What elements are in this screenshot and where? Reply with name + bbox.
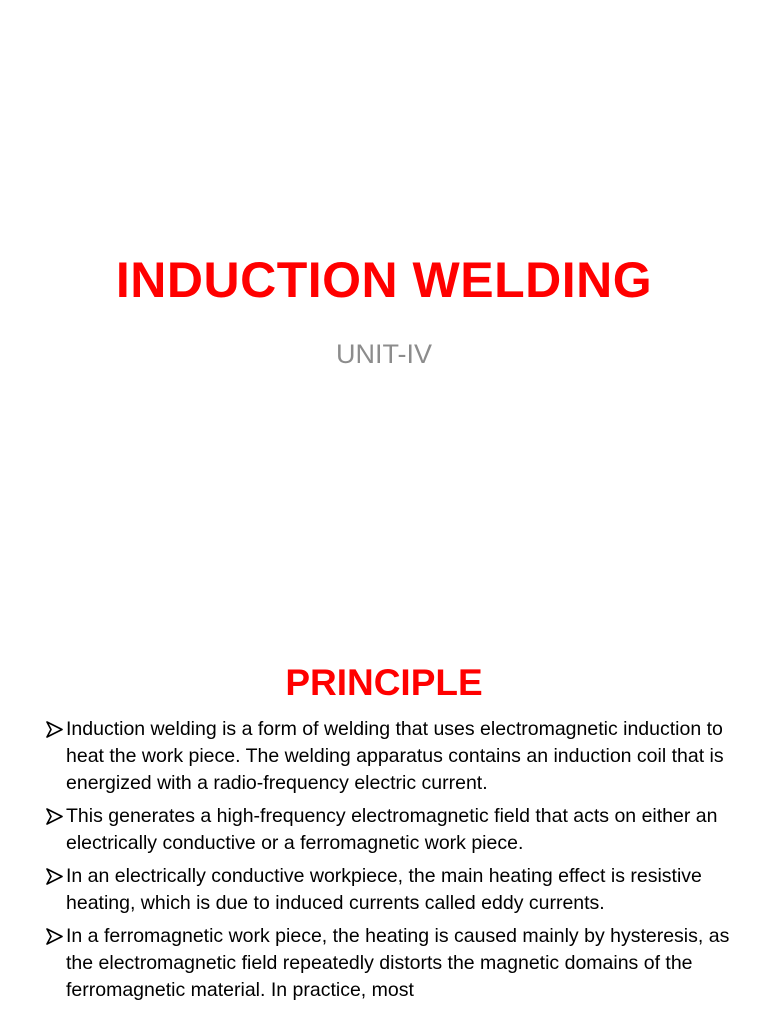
arrowhead-bullet-icon bbox=[46, 868, 63, 885]
slide-subtitle: UNIT-IV bbox=[335, 339, 432, 369]
bullet-text: In a ferromagnetic work piece, the heating is caused mainly by hysteresis, as the electromagnetic field repeatedly distorts the magnetic domains of the ferromagnetic material. In practice, most bbox=[66, 925, 730, 1001]
bullet-text: In an electrically conductive workpiece, the main heating effect is resistive heating, which is due to induced currents called eddy currents. bbox=[66, 865, 702, 914]
arrowhead-bullet-icon bbox=[46, 928, 63, 945]
principle-bullet-list bbox=[46, 716, 746, 1010]
slide-principle bbox=[0, 576, 768, 1024]
arrowhead-bullet-icon bbox=[46, 808, 63, 825]
list-item bbox=[46, 803, 746, 857]
arrowhead-bullet-icon bbox=[46, 721, 63, 738]
list-item bbox=[46, 923, 746, 1004]
list-item bbox=[46, 716, 746, 797]
bullet-text: This generates a high-frequency electromagnetic field that acts on either an electrically conductive or a ferromagnetic work piece. bbox=[66, 805, 718, 854]
slide-title-heading: INDUCTION WELDING bbox=[115, 251, 653, 308]
bullet-text: Induction welding is a form of welding that uses electromagnetic induction to heat the work piece. The welding apparatus contains an induction coil that is energized with a radio-frequency electric current. bbox=[66, 718, 724, 794]
principle-heading: PRINCIPLE bbox=[285, 661, 483, 703]
list-item bbox=[46, 863, 746, 917]
